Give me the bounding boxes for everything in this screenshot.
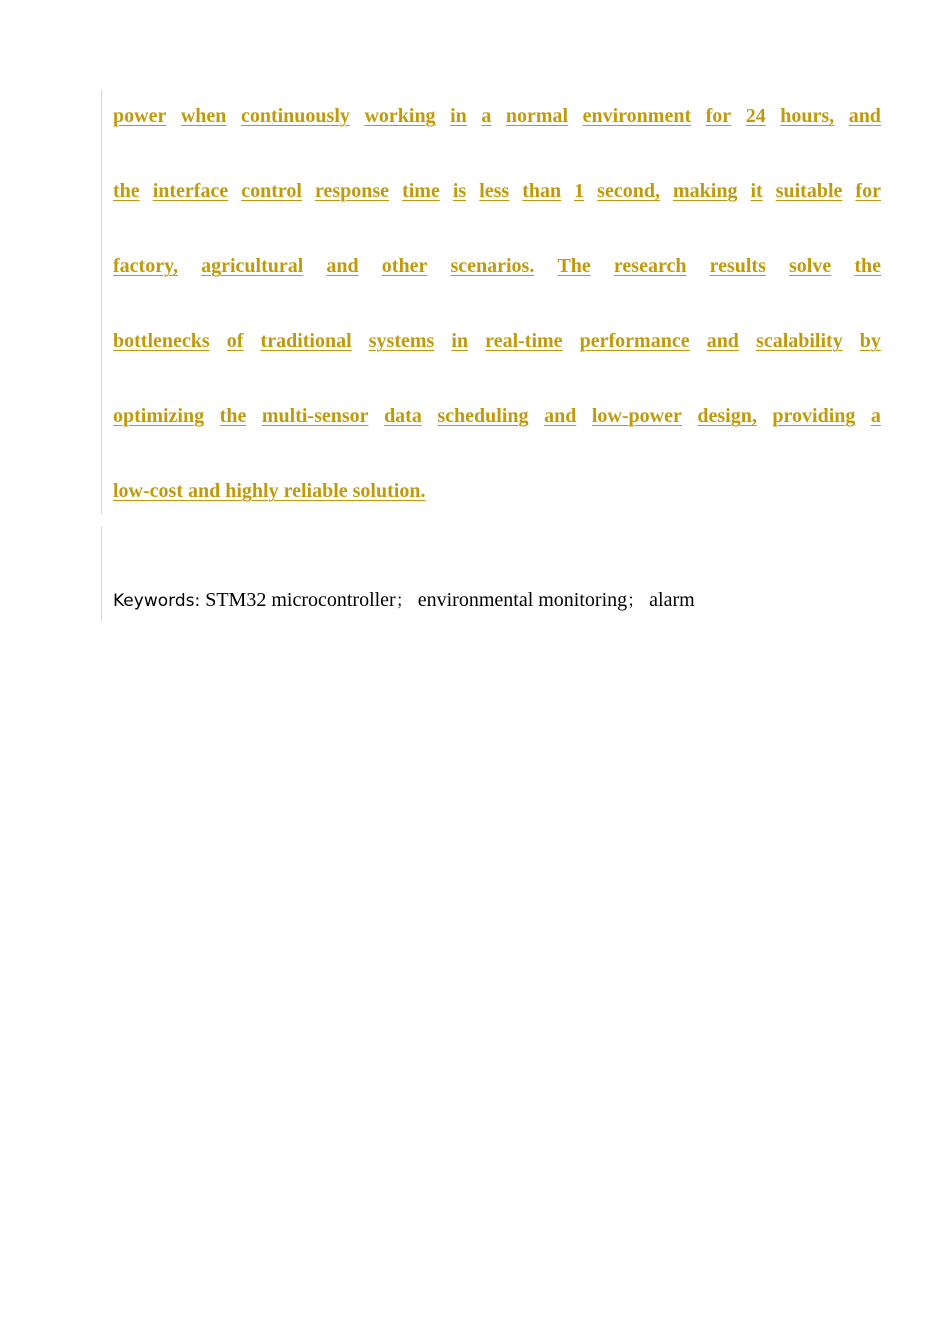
abstract-word: is xyxy=(452,180,467,202)
abstract-word: scheduling xyxy=(437,405,529,427)
abstract-word: for xyxy=(855,180,881,202)
abstract-word: second, xyxy=(597,180,660,202)
abstract-line xyxy=(113,97,881,172)
abstract-word: design, xyxy=(697,405,757,427)
abstract-word: optimizing xyxy=(113,405,205,427)
abstract-word: hours, xyxy=(780,105,835,127)
abstract-word: it xyxy=(750,180,763,202)
abstract-word: data xyxy=(384,405,422,427)
abstract-word: than xyxy=(522,180,562,202)
abstract-word: interface xyxy=(152,180,229,202)
abstract-word: bottlenecks xyxy=(113,330,210,352)
abstract-word: multi-sensor xyxy=(261,405,369,427)
abstract-word: The xyxy=(557,255,591,277)
abstract-word: control xyxy=(241,180,302,202)
keyword-item-3: alarm xyxy=(649,589,695,611)
abstract-word: low-power xyxy=(591,405,682,427)
abstract-word: a xyxy=(870,405,881,427)
abstract-word: scenarios. xyxy=(450,255,535,277)
keywords-line xyxy=(113,587,695,614)
abstract-word: performance xyxy=(579,330,690,352)
keywords-label: Keywords xyxy=(113,591,195,611)
abstract-word: the xyxy=(219,405,247,427)
abstract-line xyxy=(113,172,881,247)
abstract-word: when xyxy=(180,105,227,127)
abstract-word: making xyxy=(672,180,738,202)
abstract-word: the xyxy=(854,255,881,277)
abstract-word: solve xyxy=(789,255,832,277)
keyword-separator: ； xyxy=(395,591,413,611)
keyword-item-1: STM32 microcontroller xyxy=(205,589,396,611)
abstract-word: and xyxy=(326,255,359,277)
abstract-word: response xyxy=(314,180,390,202)
abstract-word: agricultural xyxy=(201,255,304,277)
keyword-separator: ； xyxy=(627,591,645,611)
abstract-word: in xyxy=(451,330,469,352)
abstract-word: 1 xyxy=(574,180,585,202)
abstract-word: systems xyxy=(368,330,435,352)
abstract-line xyxy=(113,247,881,322)
abstract-word: environment xyxy=(582,105,692,127)
abstract-word: the xyxy=(113,180,140,202)
margin-rule-bottom xyxy=(101,527,102,621)
abstract-word: time xyxy=(402,180,440,202)
abstract-word: and xyxy=(706,330,739,352)
abstract-word: for xyxy=(705,105,732,127)
abstract-line xyxy=(113,322,881,397)
keyword-item-2: environmental monitoring xyxy=(417,589,628,611)
abstract-word: and xyxy=(848,105,881,127)
abstract-word: working xyxy=(364,105,436,127)
abstract-word: real-time xyxy=(485,330,563,352)
abstract-word: a xyxy=(481,105,492,127)
abstract-word: in xyxy=(450,105,467,127)
abstract-line xyxy=(113,397,881,472)
abstract-word: 24 xyxy=(745,105,766,127)
margin-rule-top xyxy=(101,90,102,514)
abstract-word: providing xyxy=(772,405,856,427)
abstract-word: of xyxy=(226,330,244,352)
abstract-word: normal xyxy=(505,105,569,127)
abstract-paragraph xyxy=(113,97,881,547)
abstract-word: continuously xyxy=(240,105,350,127)
abstract-word: by xyxy=(859,330,881,352)
abstract-line xyxy=(113,472,881,547)
abstract-word: factory, xyxy=(113,255,178,277)
abstract-word: less xyxy=(479,180,510,202)
abstract-word: results xyxy=(709,255,766,277)
abstract-word: suitable xyxy=(775,180,843,202)
abstract-word: scalability xyxy=(756,330,843,352)
abstract-word: other xyxy=(381,255,428,277)
keywords-colon: : xyxy=(194,591,201,611)
abstract-word: power xyxy=(113,105,167,127)
abstract-word: and xyxy=(544,405,577,427)
abstract-line-text: low-cost and highly reliable solution. xyxy=(113,480,426,502)
abstract-word: research xyxy=(613,255,687,277)
abstract-word: traditional xyxy=(260,330,352,352)
